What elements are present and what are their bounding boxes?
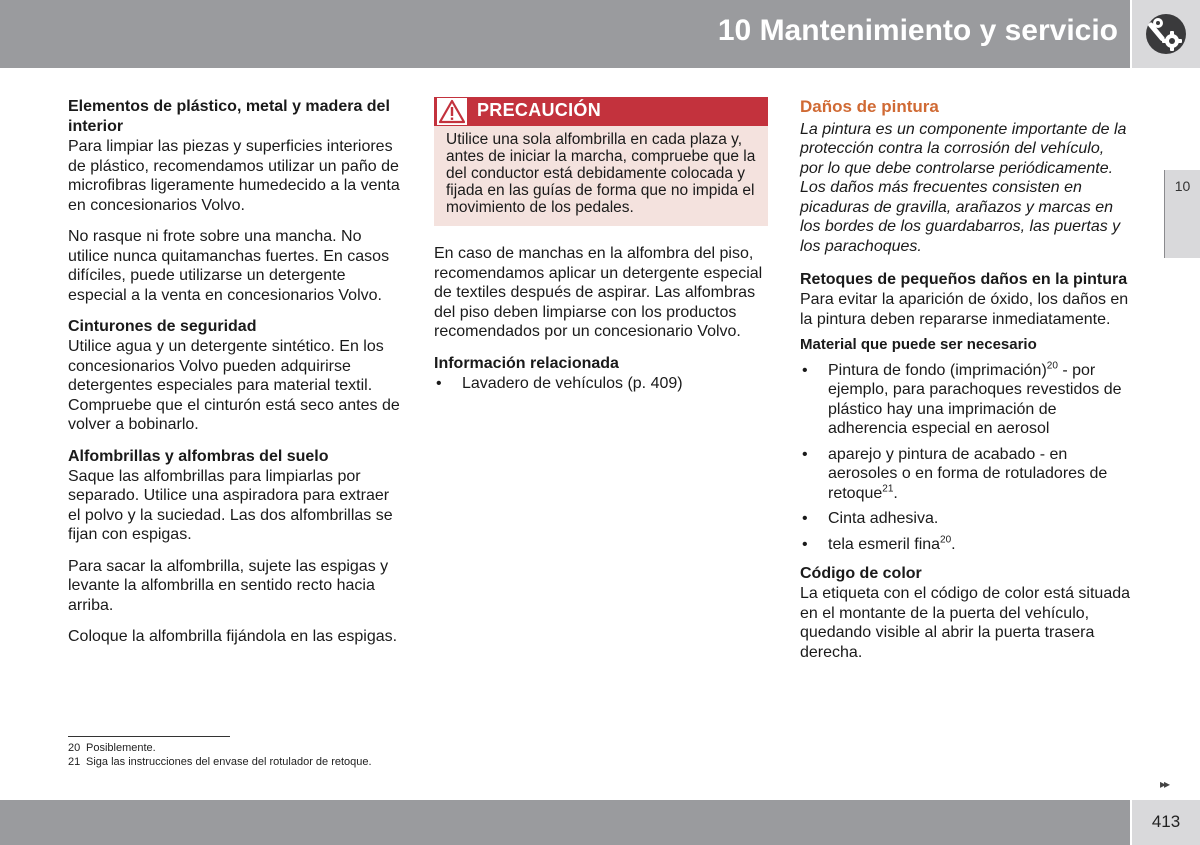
- list-item: • aparejo y pintura de acabado - en aerosoles o en forma de rotuladores de retoque$^{21}$.: [802, 445, 1108, 502]
- section-title-seatbelts: Cinturones de seguridad: [68, 318, 257, 335]
- footnote: 20 Posiblemente.: [68, 742, 156, 754]
- wrench-gear-icon: [1144, 12, 1188, 56]
- footnote-divider: [68, 736, 230, 737]
- paragraph: Saque las alfombrillas para limpiarlas por separado. Utilice una aspiradora para extraer el polvo y la suciedad. Las dos alfombrillas se fijan con espigas.: [68, 467, 393, 543]
- paragraph: En caso de manchas en la alfombra del piso, recomendamos aplicar un detergente especial de textiles después de aspirar. Las alfombras del piso deben limpiarse con los productos recomendados por un concesionario Volvo.: [434, 245, 763, 340]
- column-middle: [434, 97, 768, 403]
- list-item: • Pintura de fondo (imprimación)$^{20}$ - por ejemplo, para parachoques revestidos de plástico hay una imprimación de adherencia especial en aerosol: [802, 360, 1122, 437]
- related-info-title: Información relacionada: [434, 354, 619, 372]
- page-number-box: [1132, 800, 1200, 845]
- section-title-color-code: Código de color: [800, 565, 922, 582]
- intro-paragraph: La pintura es un componente importante de la protección contra la corrosión del vehículo, por lo que debe controlarse periódicamente. Los daños más frecuentes consisten en picaduras de gravilla, arañazos y marcas en los bordes de los guardabarros, las puertas y los parachoques.: [800, 120, 1127, 255]
- caution-icon-box: [437, 98, 467, 125]
- section-title-touchup: Retoques de pequeños daños en la pintura: [800, 271, 1128, 288]
- section-title-floor-mats: Alfombrillas y alfombras del suelo: [68, 447, 329, 465]
- side-tab-label: 10: [1174, 178, 1191, 194]
- column-right: [800, 97, 1130, 674]
- bullet: •: [436, 374, 442, 392]
- column-left: [68, 97, 400, 659]
- footnotes: [68, 741, 372, 769]
- footnote: 21 Siga las instrucciones del envase del rotulador de retoque.: [68, 756, 372, 768]
- footer-bar: [0, 800, 1130, 845]
- page-number: 413: [1151, 812, 1181, 831]
- caution-title: PRECAUCIÓN: [477, 100, 602, 120]
- chapter-side-tab: [1164, 170, 1200, 258]
- related-info-list: [434, 374, 768, 394]
- chapter-title: 10 Mantenimiento y servicio: [717, 14, 1118, 47]
- paragraph: Para evitar la aparición de óxido, los daños en la pintura deben repararse inmediatamente.: [800, 291, 1129, 328]
- next-page-arrows-icon[interactable]: ▸▸: [1160, 777, 1169, 791]
- header-icon-box: [1132, 0, 1200, 68]
- paragraph: Utilice agua y un detergente sintético. En los concesionarios Volvo pueden adquirirse detergentes especiales para material textil. Compruebe que el cinturón está seco antes de volver a bobinarlo.: [68, 338, 400, 433]
- header-bar: [0, 0, 1130, 68]
- list-item: • tela esmeril fina$^{20}$.: [802, 534, 956, 553]
- caution-text: Utilice una sola alfombrilla en cada plaza y, antes de iniciar la marcha, compruebe que la del conductor está debidamente colocada y fijada en las guías de forma que no impida el movimiento de los pedales.: [446, 131, 756, 216]
- paragraph: La etiqueta con el código de color está situada en el montante de la puerta del vehículo, quedando visible al abrir la puerta trasera derecha.: [800, 585, 1131, 661]
- paragraph: Para sacar la alfombrilla, sujete las espigas y levante la alfombrilla en sentido recto hacia arriba.: [68, 557, 389, 614]
- paragraph: No rasque ni frote sobre una mancha. No utilice nunca quitamanchas fuertes. En casos difíciles, puede utilizarse un detergente especial a la venta en concesionarios Volvo.: [68, 228, 390, 304]
- related-info-link[interactable]: • Lavadero de vehículos (p. 409): [436, 374, 683, 392]
- section-title-paint-damage: Daños de pintura: [800, 97, 939, 116]
- section-title-interior: Elementos de plástico, metal y madera del interior: [68, 98, 390, 135]
- paragraph: Coloque la alfombrilla fijándola en las espigas.: [68, 628, 398, 645]
- paragraph: Para limpiar las piezas y superficies interiores de plástico, recomendamos utilizar un paño de microfibras ligeramente humedecido a la venta en concesionarios Volvo.: [68, 138, 400, 214]
- materials-title: Material que puede ser necesario: [800, 336, 1037, 353]
- caution-header: [434, 97, 768, 126]
- warning-triangle-icon: [439, 99, 465, 124]
- caution-box: [434, 97, 768, 226]
- materials-list: [800, 361, 1130, 555]
- list-item: • Cinta adhesiva.: [802, 510, 939, 527]
